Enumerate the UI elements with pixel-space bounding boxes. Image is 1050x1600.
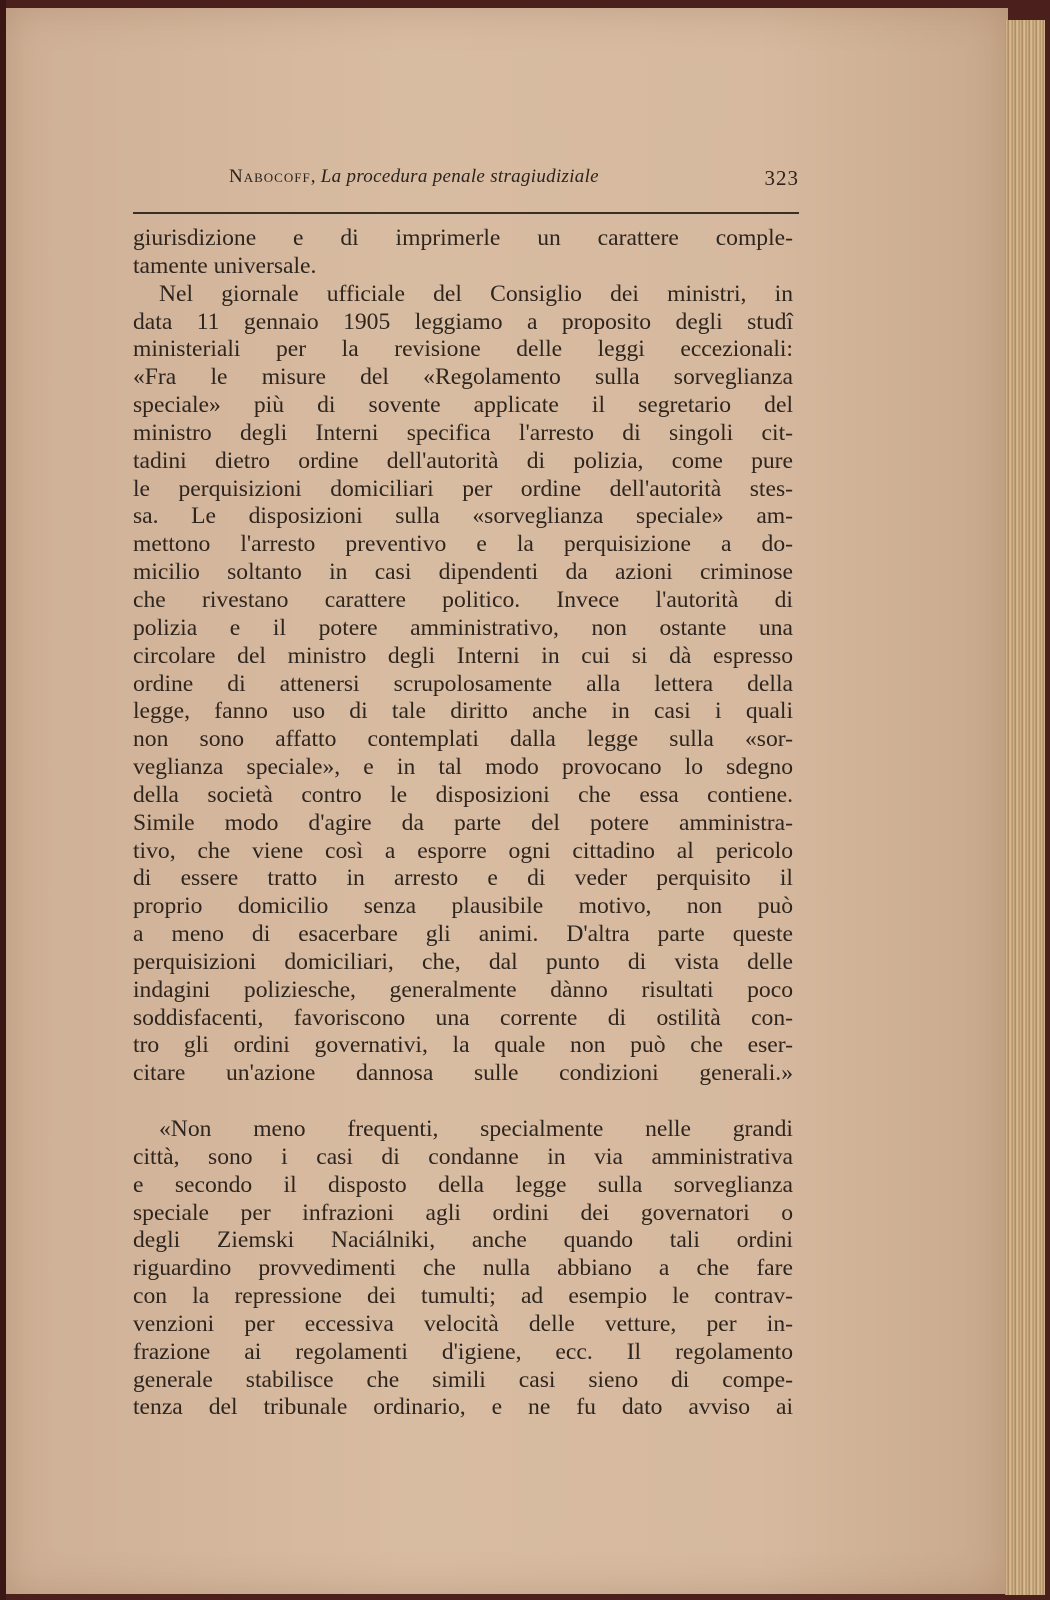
text-line: Nel giornale ufficiale del Consiglio dei ministri, in	[159, 280, 793, 307]
body-text	[133, 225, 793, 1422]
text-line: riguardino provvedimenti che nulla abbiano a che fare	[133, 1255, 793, 1282]
text-line: ordine di attenersi scrupolosamente alla lettera della	[133, 670, 793, 697]
text-line: sa. Le disposizioni sulla «sorveglianza speciale» am-	[133, 503, 793, 530]
text-line: speciale per infrazioni agli ordini dei governatori o	[133, 1199, 793, 1226]
text-line: della società contro le disposizioni che essa contiene.	[133, 781, 793, 808]
header-citation: Nabocoff, La procedura penale stragiudiziale	[229, 166, 599, 187]
paragraph	[133, 281, 793, 1116]
text-line: tivo, che viene così a esporre ogni cittadino al pericolo	[133, 837, 793, 864]
text-line: citare un'azione dannosa sulle condizioni generali.»	[133, 1060, 793, 1087]
text-line: polizia e il potere amministrativo, non ostante una	[133, 614, 793, 641]
text-line: città, sono i casi di condanne in via amministrativa	[133, 1143, 793, 1170]
page-edges	[1005, 20, 1045, 1595]
text-line: mettono l'arresto preventivo e la perquisizione a do-	[133, 531, 793, 558]
text-line: e secondo il disposto della legge sulla sorveglianza	[133, 1171, 793, 1198]
text-line: frazione ai regolamenti d'igiene, ecc. Il regolamento	[133, 1338, 793, 1365]
text-line: veglianza speciale», e in tal modo provocano lo sdegno	[133, 754, 793, 781]
text-line: di essere tratto in arresto e di veder perquisito il	[133, 865, 793, 892]
text-line: circolare del ministro degli Interni in cui si dà espresso	[133, 642, 793, 669]
text-line: venzioni per eccessiva velocità delle vetture, per in-	[133, 1310, 793, 1337]
text-line	[133, 1088, 793, 1116]
text-line: micilio soltanto in casi dipendenti da azioni criminose	[133, 559, 793, 586]
text-line: a meno di esacerbare gli animi. D'altra parte queste	[133, 921, 793, 948]
text-line: tamente universale.	[133, 252, 317, 279]
text-line: tadini dietro ordine dell'autorità di polizia, come pure	[133, 447, 793, 474]
text-line: Simile modo d'agire da parte del potere amministra-	[133, 809, 793, 836]
text-line: non sono affatto contemplati dalla legge sulla «sor-	[133, 726, 793, 753]
header-rule	[133, 212, 799, 214]
text-line: degli Ziemski Naciálniki, anche quando tali ordini	[133, 1227, 793, 1254]
text-line: perquisizioni domiciliari, che, dal punto di vista delle	[133, 948, 793, 975]
text-line: che rivestano carattere politico. Invece l'autorità di	[133, 586, 793, 613]
text-line: «Non meno frequenti, specialmente nelle grandi	[159, 1116, 793, 1142]
text-line: ministro degli Interni specifica l'arresto di singoli cit-	[133, 419, 793, 446]
text-line: legge, fanno uso di tale diritto anche in casi i quali	[133, 698, 793, 725]
paragraph	[133, 1116, 793, 1422]
text-line: soddisfacenti, favoriscono una corrente di ostilità con-	[133, 1004, 793, 1031]
text-line: indagini poliziesche, generalmente dànno risultati poco	[133, 976, 793, 1003]
text-line: tro gli ordini governativi, la quale non può che eser-	[133, 1032, 793, 1059]
header-author: Nabocoff	[229, 166, 311, 187]
text-line: «Fra le misure del «Regolamento sulla sorveglianza	[133, 364, 793, 391]
header-title: La procedura penale stragiudiziale	[320, 166, 599, 187]
text-line: speciale» più di sovente applicate il segretario del	[133, 392, 793, 419]
paragraph	[133, 225, 793, 281]
text-line: ministeriali per la revisione delle leggi eccezionali:	[133, 336, 793, 363]
page-number: 323	[764, 166, 799, 190]
text-line: proprio domicilio senza plausibile motivo, non può	[133, 893, 793, 920]
text-line: tenza del tribunale ordinario, e ne fu dato avviso ai	[133, 1394, 793, 1421]
text-line: le perquisizioni domiciliari per ordine dell'autorità stes-	[133, 475, 793, 502]
text-line: data 11 gennaio 1905 leggiamo a proposito degli studî	[133, 308, 793, 335]
text-line: generale stabilisce che simili casi sieno di compe-	[133, 1366, 793, 1393]
text-line: con la repressione dei tumulti; ad esempio le contrav-	[133, 1283, 793, 1310]
text-line: giurisdizione e di imprimerle un carattere comple-	[133, 225, 793, 251]
running-header	[133, 160, 799, 190]
